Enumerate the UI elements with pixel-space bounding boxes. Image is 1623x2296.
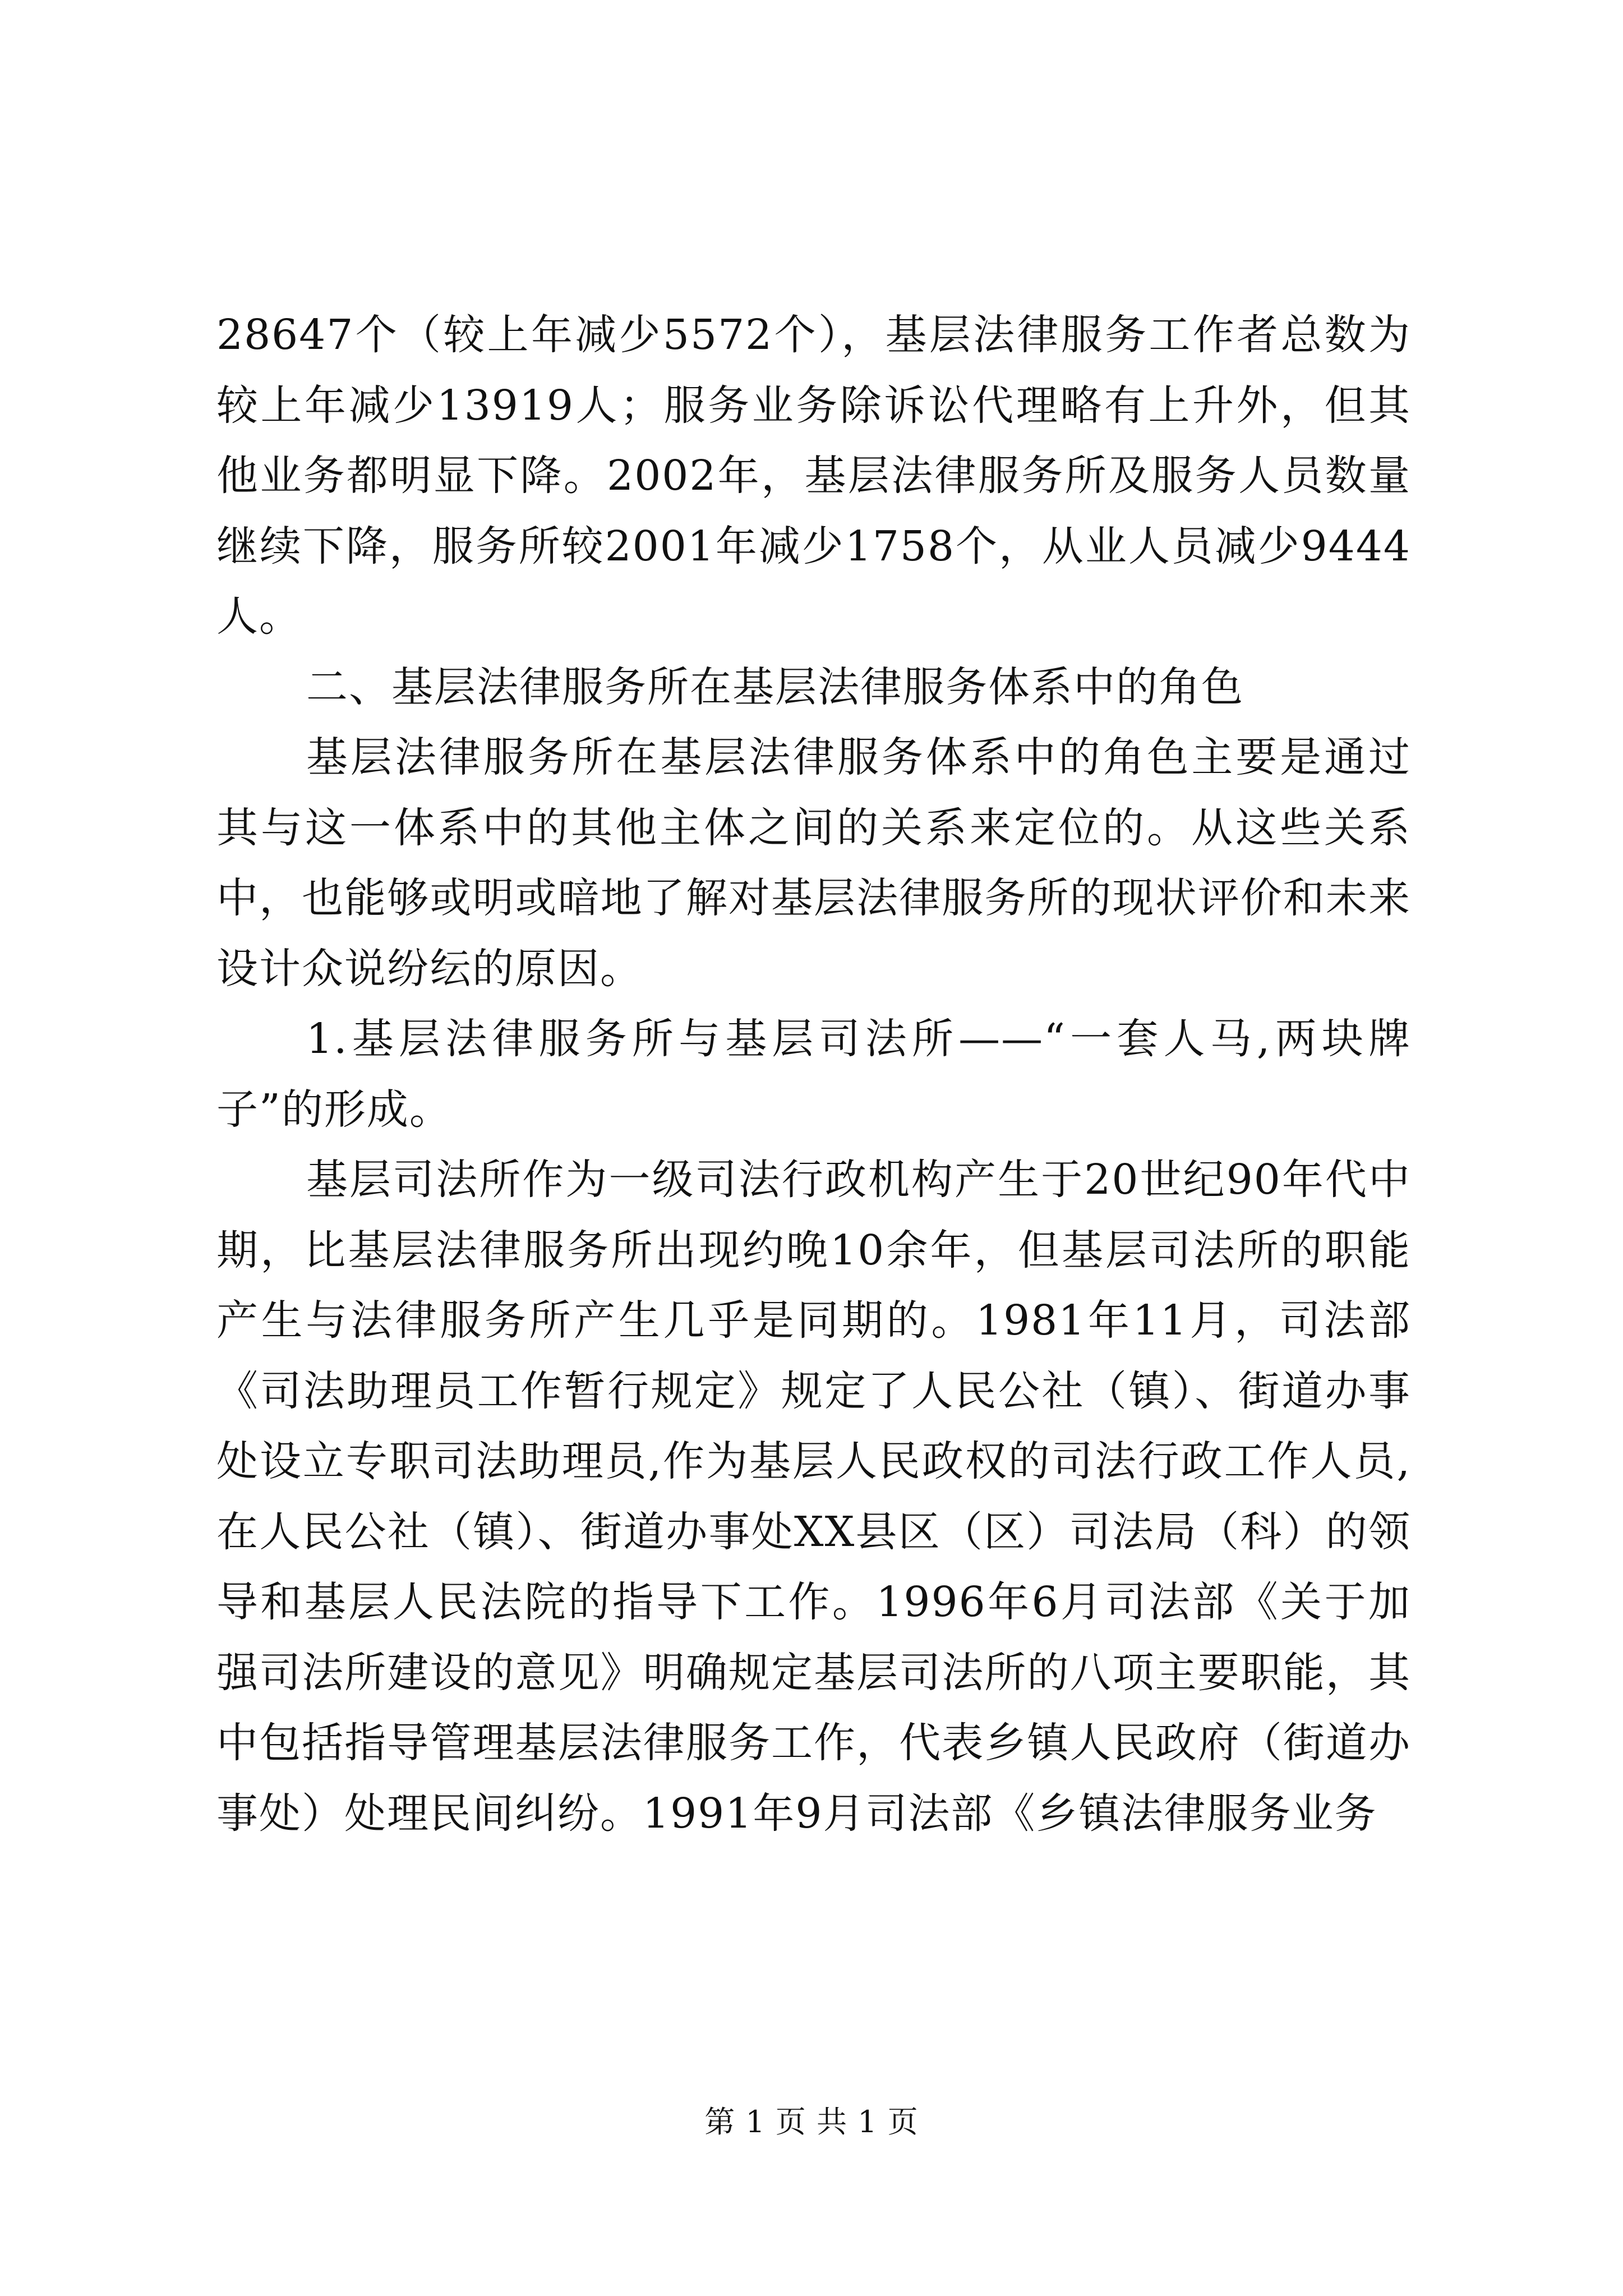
paragraph-statistics: 28647个（较上年减少5572个），基层法律服务工作者总数为较上年减少13919人；服务业务除诉讼代理略有上升外，但其他业务都明显下降。2002年，基层法律服务所及服务人员数量继续下降，服务所较2001年减少1758个，从业人员减少9444人。: [216, 311, 1411, 641]
subheading-relationship: 1.基层法律服务所与基层司法所——“一套人马,两块牌子”的形成。: [216, 1015, 1411, 1134]
paragraph-judicial-office: 基层司法所作为一级司法行政机构产生于20世纪90年代中期，比基层法律服务所出现约晚10余年，但基层司法所的职能产生与法律服务所产生几乎是同期的。1981年11月，司法部《司法助理员工作暂行规定》规定了人民公社（镇）、街道办事处设立专职司法助理员,作为基层人民政权的司法行政工作人员,在人民公社（镇）、街道办事处XX县区（区）司法局（科）的领导和基层人民法院的指导下工作。1996年6月司法部《关于加强司法所建设的意见》明确规定基层司法所的八项主要职能，其中包括指导管理基层法律服务工作，代表乡镇人民政府（街道办事处）处理民间纠纷。1991年9月司法部《乡镇法律服务业务: [216, 1156, 1411, 1838]
document-body: [216, 300, 1411, 1849]
paragraph-role-intro: 基层法律服务所在基层法律服务体系中的角色主要是通过其与这一体系中的其他主体之间的关系来定位的。从这些关系中，也能够或明或暗地了解对基层法律服务所的现状评价和未来设计众说纷纭的原因。: [216, 733, 1411, 993]
page-footer: 第 1 页 共 1 页: [704, 2104, 919, 2139]
section-heading-role: 二、基层法律服务所在基层法律服务体系中的角色: [306, 662, 1244, 711]
